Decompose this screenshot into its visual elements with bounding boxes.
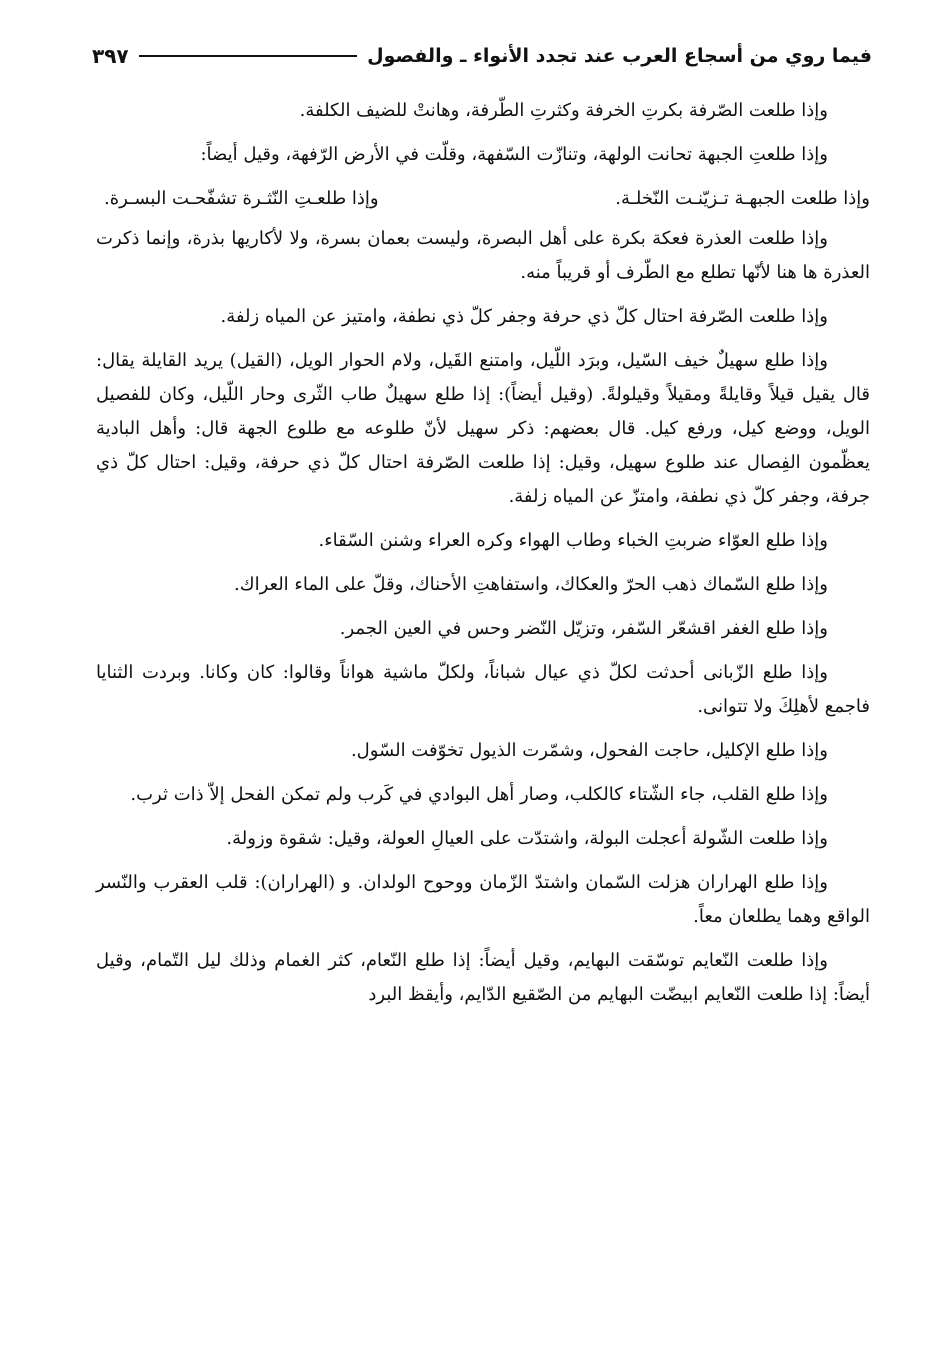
header-title: فيما روي من أسجاع العرب عند تجدد الأنواء ـ والفصول	[367, 45, 872, 67]
paragraph: وإذا طلعتِ الجبهة تحانت الولهة، وتنازّت السّفهة، وقلّت في الأرض الرّفهة، وقيل أيضاً:	[200, 144, 828, 165]
paragraph: وإذا طلع السّماك ذهب الحرّ والعكاك، واستفاهتِ الأحناك، وقلّ على الماء العراك.	[234, 574, 828, 595]
paragraph: وإذا طلعت العذرة فعكة بكرة على أهل البصرة، وليست بعمان بسرة، ولا لأكاريها بذرة، وإنما ذكرت العذرة ها هنا لأنّها تطلع مع الطّرف أو قريباً منه.	[96, 228, 870, 283]
paragraph: وإذا طلعت النّعايم توسّقت البهايم، وقيل أيضاً: إذا طلع النّعام، كثر الغمام وذلك ليل التّمام، وقيل أيضاً: إذا طلعت النّعايم ابيضّت البهايم من الصّقيع الدّايم، وأيقظ البرد	[96, 950, 870, 1005]
verse-hemistich-right: وإذا طلعت الجبهـة تـزيّنـت النّخلـة.	[615, 188, 870, 209]
paragraph: وإذا طلع الغفر اقشعّر السّفر، وتزيّل النّضر وحس في العين الجمر.	[339, 618, 828, 639]
paragraph: وإذا طلع القلب، جاء الشّتاء كالكلب، وصار أهل البوادي في كَرب ولم تمكن الفحل إلاّ ذات ثرب.	[130, 784, 828, 805]
page-body	[96, 94, 870, 1022]
paragraph: وإذا طلع الزّبانى أحدثت لكلّ ذي عيال شباناً، ولكلّ ماشية هواناً وقالوا: كان وكانا. وبردت الثنايا فاجمع لأهلِكَ ولا تتوانى.	[96, 662, 870, 717]
page-number: ٣٩٧	[92, 44, 129, 68]
paragraph: وإذا طلع سهيلٌ خيف السّيل، وبرَد اللّيل، وامتنع القَيل، ولام الحوار الويل، (القيل) يريد القايلة يقال: قال يقيل قيلاً وقايلةً ومقيلاً وقيلولةً. (وقيل أيضاً): إذا طلع سهيلٌ طاب الثّرى وحار اللّيل، وكان للفصيل الويل، ووضع كيل، ورفع كيل. قال بعضهم: ذكر سهيل لأنّ طلوعه مع طلوع الجهة قال: وأهل البادية يعظّمون الفِصال عند طلوع سهيل، وقيل: إذا طلعت الصّرفة احتال كلّ ذي حرفة، وقيل: احتال كلّ ذي جرفة، وجفر كلّ ذي نطفة، وامتزّ عن المياه زلفة.	[96, 350, 870, 507]
header-rule	[139, 55, 358, 57]
paragraph: وإذا طلعت الصّرفة بكرتِ الخرفة وكثرتِ الطّرفة، وهانتْ للضيف الكلفة.	[299, 100, 828, 121]
running-header	[92, 36, 872, 76]
verse-line	[96, 182, 870, 216]
paragraph: وإذا طلع الإكليل، حاجت الفحول، وشمّرت الذيول تخوّفت السّول.	[350, 740, 828, 761]
paragraph: وإذا طلعت الصّرفة احتال كلّ ذي حرفة وجفر كلّ ذي نطفة، وامتيز عن المياه زلفة.	[220, 306, 828, 327]
paragraph: وإذا طلع الهراران هزلت السّمان واشتدّ الزّمان ووحوح الولدان. و (الهراران): قلب العقرب والنّسر الواقع وهما يطلعان معاً.	[96, 872, 870, 927]
verse-hemistich-left: وإذا طلعـتِ النّثـرة تشفّحـت البسـرة.	[104, 188, 379, 209]
paragraph: وإذا طلع العوّاء ضربتِ الخباء وطاب الهواء وكره العراء وشنن السّقاء.	[318, 530, 828, 551]
paragraph: وإذا طلعت الشّولة أعجلت البولة، واشتدّت على العيالِ العولة، وقيل: شقوة وزولة.	[226, 828, 828, 849]
